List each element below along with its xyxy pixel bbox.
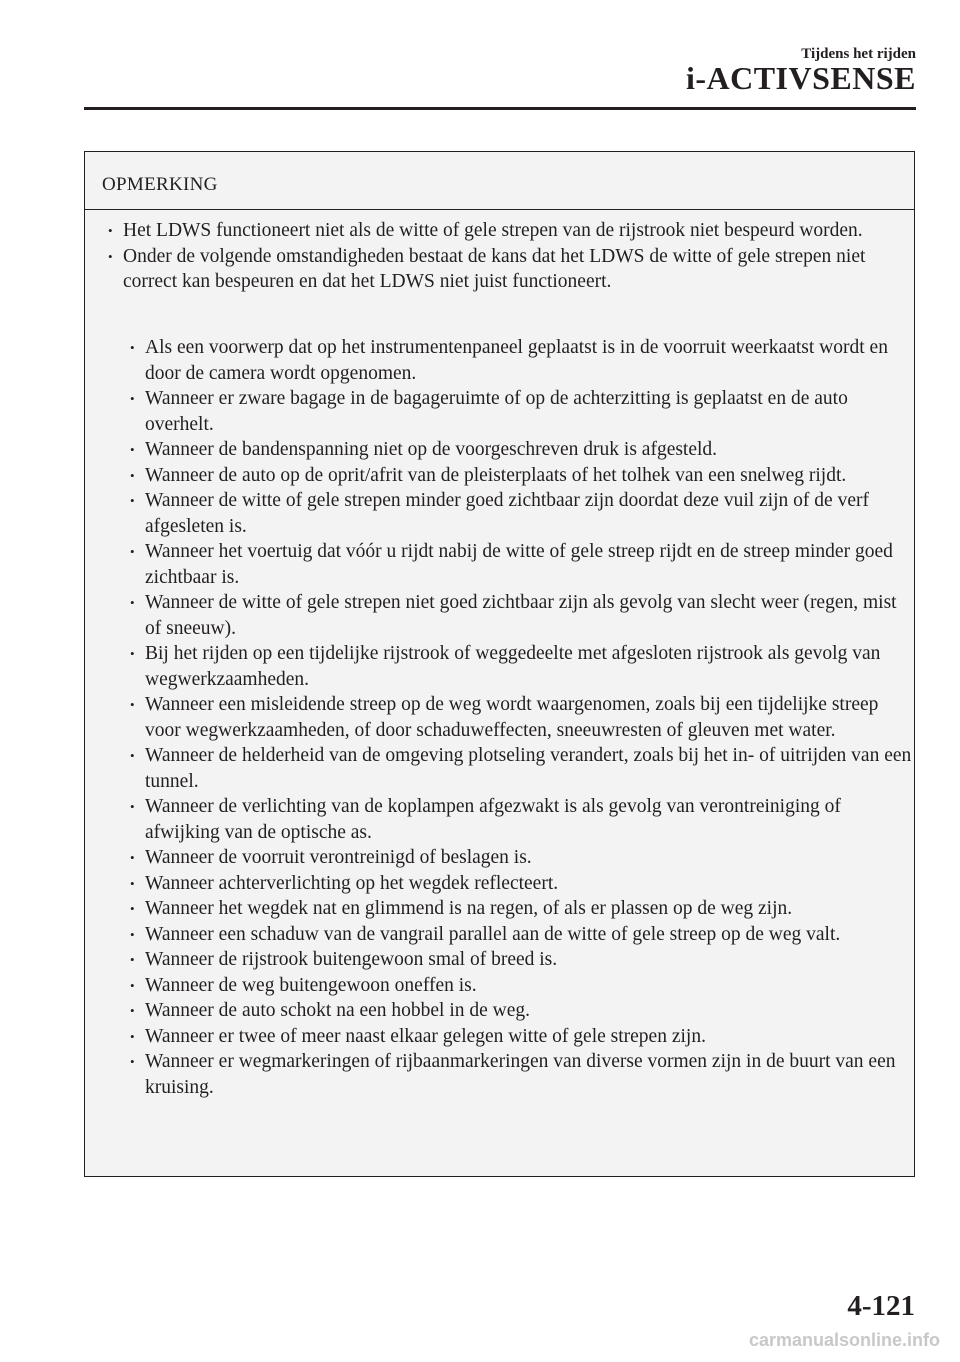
page-number: 4-121 <box>847 1290 915 1322</box>
condition-item: • Wanneer de verlichting van de koplampen afgezwakt is als gevolg van verontreiniging of afwijking van de optische as. <box>145 794 913 845</box>
condition-item: • Wanneer de voorruit verontreinigd of beslagen is. <box>145 845 913 871</box>
condition-item: • Wanneer de bandenspanning niet op de voorgeschreven druk is afgesteld. <box>145 437 913 463</box>
condition-item: • Wanneer de helderheid van de omgeving plotseling verandert, zoals bij het in- of uitrijden van een tunnel. <box>145 743 913 794</box>
condition-item: • Wanneer de weg buitengewoon oneffen is. <box>145 973 913 999</box>
condition-item: • Wanneer de witte of gele strepen minder goed zichtbaar zijn doordat deze vuil zijn of de verf afgesleten is. <box>145 488 913 539</box>
note-item: • Het LDWS functioneert niet als de witte of gele strepen van de rijstrook niet bespeurd worden. <box>123 218 909 244</box>
condition-item: • Wanneer een misleidende streep op de weg wordt waargenomen, zoals bij een tijdelijke streep voor wegwerkzaamheden, of door schaduweffecten, sneeuwresten of gleuven met water. <box>145 692 913 743</box>
condition-item: • Wanneer er twee of meer naast elkaar gelegen witte of gele strepen zijn. <box>145 1024 913 1050</box>
condition-item: • Wanneer de rijstrook buitengewoon smal of breed is. <box>145 947 913 973</box>
condition-item: • Wanneer de auto op de oprit/afrit van de pleisterplaats of het tolhek van een snelweg rijdt. <box>145 463 913 489</box>
condition-list <box>145 335 913 1100</box>
condition-item: • Wanneer het wegdek nat en glimmend is na regen, of als er plassen op de weg zijn. <box>145 896 913 922</box>
condition-item: • Wanneer de witte of gele strepen niet goed zichtbaar zijn als gevolg van slecht weer (regen, mist of sneeuw). <box>145 590 913 641</box>
note-title: OPMERKING <box>102 174 218 195</box>
condition-item: • Wanneer het voertuig dat vóór u rijdt nabij de witte of gele streep rijdt en de streep minder goed zichtbaar is. <box>145 539 913 590</box>
condition-item: • Wanneer achterverlichting op het wegdek reflecteert. <box>145 871 913 897</box>
condition-item: • Bij het rijden op een tijdelijke rijstrook of weggedeelte met afgesloten rijstrook als gevolg van wegwerkzaamheden. <box>145 641 913 692</box>
note-divider <box>85 209 914 210</box>
chapter-title: i-ACTIVSENSE <box>685 60 916 96</box>
section-title: Tijdens het rijden <box>801 46 916 62</box>
condition-item: • Wanneer er wegmarkeringen of rijbaanmarkeringen van diverse vormen zijn in de buurt van een kruising. <box>145 1049 913 1100</box>
condition-item: • Wanneer een schaduw van de vangrail parallel aan de witte of gele streep op de weg valt. <box>145 922 913 948</box>
note-box <box>84 151 915 1177</box>
watermark-link[interactable]: carmanualsonline.info <box>748 1330 940 1350</box>
note-main-list <box>123 218 909 295</box>
condition-item: • Als een voorwerp dat op het instrumentenpaneel geplaatst is in de voorruit weerkaatst wordt en door de camera wordt opgenomen. <box>145 335 913 386</box>
header-divider <box>84 107 916 110</box>
condition-item: • Wanneer de auto schokt na een hobbel in de weg. <box>145 998 913 1024</box>
condition-item: • Wanneer er zware bagage in de bagageruimte of op de achterzitting is geplaatst en de auto overhelt. <box>145 386 913 437</box>
note-item: • Onder de volgende omstandigheden bestaat de kans dat het LDWS de witte of gele strepen niet correct kan bespeuren en dat het LDWS niet juist functioneert. <box>123 244 909 295</box>
